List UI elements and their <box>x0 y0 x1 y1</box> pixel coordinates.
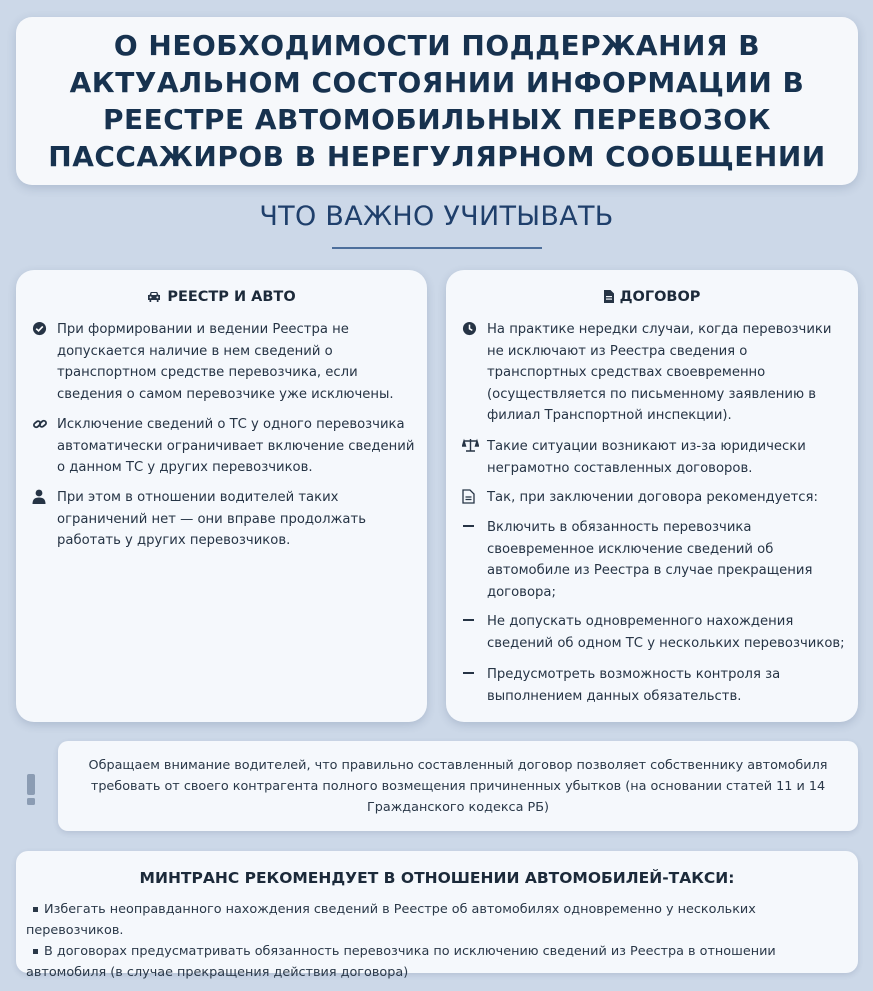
list-item-text: При этом в отношении водителей таких ограничений нет — они вправе продолжать работать у других перевозчиков. <box>57 490 366 548</box>
list-item-text: Такие ситуации возникают из-за юридически неграмотно составленных договоров. <box>487 439 806 476</box>
list-item-text: Исключение сведений о ТС у одного перевозчика автоматически ограничивает включение сведений о данном ТС у других перевозчиков. <box>57 417 415 475</box>
car-icon <box>147 291 161 307</box>
bullet-icon <box>33 949 38 954</box>
title-card <box>16 17 858 185</box>
list-item-text: Не допускать одновременного нахождения сведений об одном ТС у нескольких перевозчиков; <box>487 614 845 651</box>
scales-icon <box>462 438 478 454</box>
section-underline <box>332 247 542 249</box>
contract-card-title <box>446 289 858 307</box>
recommendations-list <box>26 899 848 983</box>
bullet-icon <box>33 907 38 912</box>
list-item-text: На практике нередки случаи, когда перевозчики не исключают из Реестра сведения о транспортных средствах своевременно (осуществляется по письменному заявлению в филиал Транспортной инспекции). <box>487 322 832 423</box>
section-heading: ЧТО ВАЖНО УЧИТЫВАТЬ <box>259 201 614 232</box>
clock-icon <box>462 321 478 337</box>
list-item <box>30 414 417 479</box>
registry-card-title-text: РЕЕСТР И АВТО <box>167 289 296 305</box>
list-item <box>26 941 848 983</box>
check-circle-icon <box>32 321 48 337</box>
list-item <box>460 319 848 427</box>
contract-card-title-text: ДОГОВОР <box>619 289 701 305</box>
list-item <box>460 611 848 654</box>
registry-card-title <box>16 289 427 307</box>
exclamation-icon <box>22 772 40 806</box>
link-icon <box>32 416 48 432</box>
page-title: О НЕОБХОДИМОСТИ ПОДДЕРЖАНИЯ В АКТУАЛЬНОМ СОСТОЯНИИ ИНФОРМАЦИИ В РЕЕСТРЕ АВТОМОБИЛЬНЫХ ПЕРЕВОЗОК ПАССАЖИРОВ В НЕРЕГУЛЯРНОМ СООБЩЕНИИ <box>48 29 826 173</box>
list-item-text: При формировании и ведении Реестра не допускается наличие в нем сведений о транспортном средстве перевозчика, если сведения о самом перевозчике уже исключены. <box>57 322 394 402</box>
user-icon <box>32 489 48 505</box>
list-item-text: Избегать неоправданного нахождения сведений в Реестре об автомобилях одновременно у нескольких перевозчиков. <box>26 902 756 938</box>
list-item <box>26 899 848 941</box>
list-item <box>460 487 848 509</box>
file-text-icon <box>462 489 478 505</box>
document-icon <box>604 290 614 307</box>
recommendations-card <box>16 851 858 980</box>
list-item-text: Включить в обязанность перевозчика своевременное исключение сведений об автомобиле из Реестра в случае прекращения договора; <box>487 520 813 600</box>
list-item <box>460 517 848 603</box>
note-text: Обращаем внимание водителей, что правильно составленный договор позволяет собственнику автомобиля требовать от своего контрагента полного возмещения причиненных убытков (на основании статей 11 и 14 Гражданского кодекса РБ) <box>88 757 828 815</box>
dash-icon <box>462 519 478 535</box>
list-item-text: В договорах предусматривать обязанность перевозчика по исключению сведений из Реестра в отношении автомобиля (в случае прекращения действия договора) <box>26 944 776 980</box>
list-item <box>30 319 417 405</box>
dash-icon <box>462 613 478 629</box>
note-card <box>58 741 858 831</box>
list-item-text: Предусмотреть возможность контроля за выполнением данных обязательств. <box>487 667 781 704</box>
contract-card <box>446 270 858 722</box>
list-item <box>30 487 417 552</box>
recommendations-title: МИНТРАНС РЕКОМЕНДУЕТ В ОТНОШЕНИИ АВТОМОБИЛЕЙ-ТАКСИ: <box>139 869 735 887</box>
registry-card <box>16 270 427 722</box>
dash-icon <box>462 666 478 682</box>
list-item-text: Так, при заключении договора рекомендуется: <box>487 490 818 505</box>
list-item <box>460 436 848 479</box>
list-item <box>460 664 848 707</box>
